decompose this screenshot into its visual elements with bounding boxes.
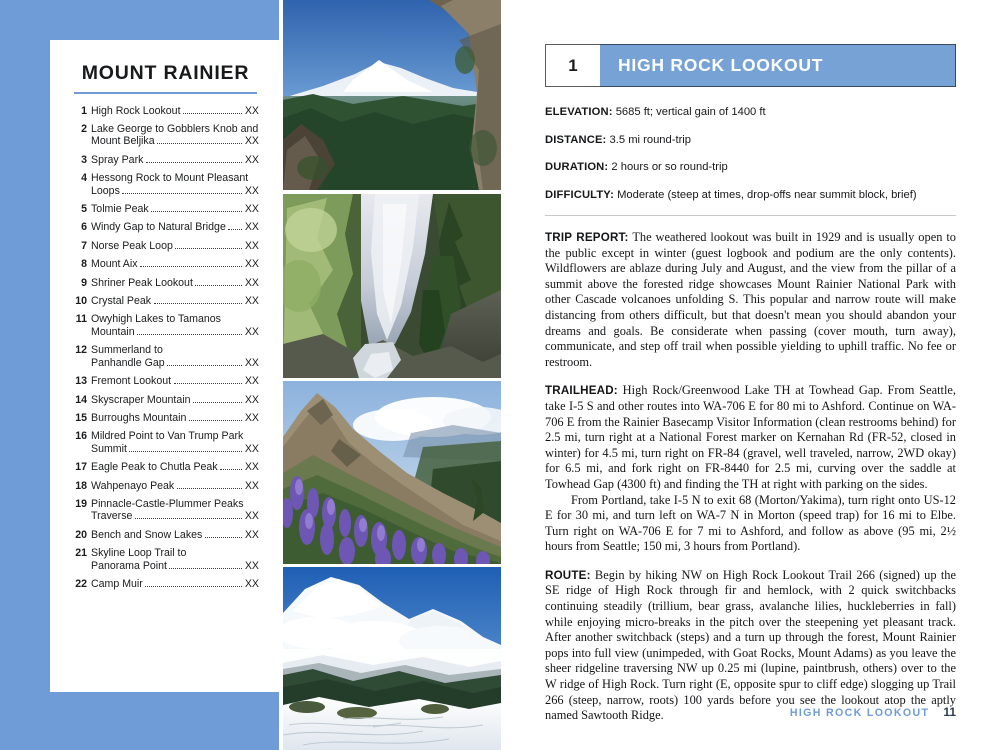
toc-entry[interactable] <box>72 203 259 215</box>
toc-entry-number: 5 <box>81 203 87 216</box>
hike-sections <box>545 230 956 724</box>
toc-entry-label: Lake George to Gobblers Knob and <box>91 123 259 135</box>
toc-leader-dots <box>228 229 242 230</box>
toc-leader-dots <box>175 248 242 249</box>
hike-fact <box>545 105 956 119</box>
toc-entry-number: 18 <box>75 479 87 492</box>
toc-entry[interactable] <box>72 240 259 252</box>
toc-entry-body <box>91 123 259 148</box>
toc-entry-number: 14 <box>75 393 87 406</box>
toc-entry-body <box>91 258 259 270</box>
toc-entry-page: XX <box>244 325 259 338</box>
toc-entry-number: 3 <box>81 153 87 166</box>
toc-entry-label: Skyscraper Mountain <box>91 393 191 406</box>
page-number: 11 <box>943 705 956 719</box>
photo-rainier-over-snowfield <box>283 567 501 750</box>
hike-fact <box>545 133 956 147</box>
toc-leader-dots <box>183 113 242 114</box>
hike-fact <box>545 160 956 174</box>
toc-entry-number: 10 <box>75 295 87 308</box>
toc-entry-label: Wahpenayo Peak <box>91 479 175 492</box>
toc-entry-label-cont: Panorama Point <box>91 559 167 572</box>
photo-spray-falls-waterfall <box>283 194 501 378</box>
hike-section <box>545 230 956 370</box>
right-page <box>501 0 1000 750</box>
toc-entry-label: Eagle Peak to Chutla Peak <box>91 461 218 474</box>
toc-entry-body <box>91 344 259 369</box>
toc-entry-label-cont: Mount Beljika <box>91 135 155 148</box>
toc-entry-number: 17 <box>75 461 87 474</box>
toc-entry-label: Tolmie Peak <box>91 203 149 216</box>
hike-fact-label: DURATION: <box>545 161 609 173</box>
toc-entry-body <box>91 394 259 406</box>
hike-facts <box>545 105 956 202</box>
toc-entry-page: XX <box>244 479 259 492</box>
toc-entry-page: XX <box>244 375 259 388</box>
hike-section-lead: TRIP REPORT: <box>545 231 629 244</box>
toc-entry[interactable] <box>72 258 259 270</box>
lupine-meadow-ridge-photo <box>283 381 501 564</box>
toc-entry-body <box>91 172 259 197</box>
toc-entry[interactable] <box>72 547 259 572</box>
toc-leader-dots <box>205 537 243 538</box>
toc-entry-page: XX <box>244 153 259 166</box>
photo-lupine-meadow-ridge <box>283 381 501 564</box>
toc-leader-dots <box>220 469 242 470</box>
toc-entry-label: Hessong Rock to Mount Pleasant <box>91 172 249 185</box>
toc-entry-body <box>91 498 259 523</box>
hike-section-lead: TRAILHEAD: <box>545 384 618 398</box>
hike-section-lead: ROUTE: <box>545 568 591 582</box>
photo-mount-rainier-from-rocky-ridge <box>283 0 501 190</box>
toc-leader-dots <box>135 518 242 519</box>
toc-entry-label-cont: Panhandle Gap <box>91 356 165 369</box>
toc-entry-body <box>91 277 259 289</box>
toc-entry-number: 4 <box>81 172 87 185</box>
toc-entry-body <box>91 461 259 473</box>
toc-entry-label-cont: Mountain <box>91 325 135 338</box>
toc-leader-dots <box>169 568 242 569</box>
toc-entry-number: 19 <box>75 497 87 510</box>
toc-entry-page: XX <box>244 221 259 234</box>
page-title: MOUNT RAINIER <box>81 62 250 84</box>
hike-number-badge: 1 <box>545 44 600 87</box>
toc-entry-body <box>91 105 259 117</box>
toc-entry-body <box>91 203 259 215</box>
toc-entry-body <box>91 313 259 338</box>
toc-entry-label: Camp Muir <box>91 577 143 590</box>
toc-leader-dots <box>167 365 242 366</box>
hike-fact-value: 2 hours or so round-trip <box>608 161 728 173</box>
toc-leader-dots <box>177 488 243 489</box>
toc-entry-body <box>91 295 259 307</box>
toc-entry-label: Norse Peak Loop <box>91 239 173 252</box>
toc-entry-page: XX <box>244 442 259 455</box>
toc-entry[interactable] <box>72 344 259 369</box>
toc-entry-number: 11 <box>75 313 87 326</box>
left-page <box>0 0 279 750</box>
toc-entry-number: 8 <box>81 258 87 271</box>
toc-entry-page: XX <box>244 356 259 369</box>
toc-entry[interactable] <box>72 498 259 523</box>
toc-entry-page: XX <box>244 411 259 424</box>
toc-entry-label: Pinnacle-Castle-Plummer Peaks <box>91 497 244 510</box>
toc-entry[interactable] <box>72 480 259 492</box>
toc-entry[interactable] <box>72 461 259 473</box>
hike-fact-value: 3.5 mi round-trip <box>606 133 691 146</box>
toc-entry-label: Summerland to <box>91 344 163 357</box>
toc-entry-body <box>91 547 259 572</box>
toc-entry-label: Crystal Peak <box>91 295 152 308</box>
toc-entry-number: 7 <box>81 239 87 252</box>
toc-entry[interactable] <box>72 154 259 166</box>
section-divider <box>545 215 956 216</box>
toc-entry-page: XX <box>244 393 259 406</box>
toc-entry-body <box>91 529 259 541</box>
toc-entry[interactable] <box>72 313 259 338</box>
toc-entry-label-cont: Traverse <box>91 510 133 523</box>
toc-entry-number: 2 <box>81 123 87 135</box>
toc-entry[interactable] <box>72 123 259 148</box>
toc-entry-body <box>91 154 259 166</box>
toc-entry[interactable] <box>72 277 259 289</box>
toc-entry-page: XX <box>244 577 259 590</box>
toc-entry[interactable] <box>72 375 259 387</box>
toc-entry-page: XX <box>244 276 259 289</box>
toc-entry-label: High Rock Lookout <box>91 104 181 117</box>
toc-leader-dots <box>151 211 242 212</box>
toc-leader-dots <box>146 162 242 163</box>
rainier-over-snowfield-photo <box>283 567 501 750</box>
toc-entry[interactable] <box>72 394 259 406</box>
toc-entry-number: 1 <box>81 104 87 117</box>
toc-entry-label-cont: Summit <box>91 442 127 455</box>
toc-leader-dots <box>145 586 242 587</box>
toc-entry[interactable] <box>72 105 259 117</box>
toc-entry-page: XX <box>244 135 259 148</box>
toc-entry-label: Shriner Peak Lookout <box>91 276 193 289</box>
photo-column <box>283 0 501 750</box>
toc-entry-number: 16 <box>75 430 87 443</box>
toc-entry-label: Spray Park <box>91 153 144 166</box>
toc-entry-page: XX <box>244 239 259 252</box>
toc-entry-body <box>91 240 259 252</box>
folio <box>545 705 956 719</box>
hike-section <box>545 568 956 724</box>
toc-entry[interactable] <box>72 295 259 307</box>
toc-leader-dots <box>174 383 243 384</box>
toc-entry-number: 22 <box>75 577 87 590</box>
toc-entry-label-cont: Loops <box>91 184 120 197</box>
toc-entry-body <box>91 375 259 387</box>
mount-rainier-from-rocky-ridge-photo <box>283 0 501 190</box>
toc-entry-page: XX <box>244 559 259 572</box>
toc-entry-number: 13 <box>75 375 87 388</box>
toc-entry[interactable] <box>72 529 259 541</box>
hike-title: HIGH ROCK LOOKOUT <box>600 44 956 87</box>
hike-fact-label: DIFFICULTY: <box>545 188 614 201</box>
toc-leader-dots <box>157 143 242 144</box>
title-divider <box>74 92 257 94</box>
toc-entry-label: Windy Gap to Natural Bridge <box>91 221 226 234</box>
hike-section-body: Begin by hiking NW on High Rock Lookout Trail 266 (signed) up the SE ridge of High Rock through fir and hemlock, with 2 quick switchbacks continuing steadily (trillium, bear grass, avalanche lilies, huckleberries in fall) while enjoying micro-breaks in the pitch over the steepening yet pleasant track. After another switchback (steps) and a turn up through the forest, Mount Rainier pops into full view (unimpeded, with Goat Rocks, Mount Adams) as you leave the sheer ridgeline traversing NW up 0.25 mi (lupine, paintbrush, others) over to the W ridge of High Rock. Turn right (E, opposite spur to cliff edge) slogging up Trail 266 (steep, narrow, roots) 100 yards before you see the lookout atop the aptly named Sawtooth Ridge. <box>545 567 956 723</box>
toc-leader-dots <box>137 334 242 335</box>
toc-leader-dots <box>195 285 242 286</box>
hike-fact-value: 5685 ft; vertical gain of 1400 ft <box>612 106 766 118</box>
toc-leader-dots <box>122 193 242 194</box>
toc-list <box>72 105 259 591</box>
hike-section-body: The weathered lookout was built in 1929 and is usually open to the public except in winter (guest logbook and podium are the only contents). Wildflowers are ablaze during July and August, and the view from the pillar of a summit above the forested ridge showcases Mount Rainier National Park with other Cascade volcanoes unfolding S. This popular and narrow route will make distancing from others difficult, but that doesn't mean you should abandon your dreams and goals. Be considerate when passing (cover mouth, turn away), communicate, and step off trail when possible yielding to uphill traffic. No fee or restroom. <box>545 230 956 369</box>
table-of-contents-card <box>50 40 279 692</box>
toc-entry[interactable] <box>72 578 259 590</box>
toc-entry-number: 20 <box>75 528 87 541</box>
toc-entry-body <box>91 578 259 590</box>
toc-entry-label: Mount Aix <box>91 258 138 271</box>
toc-entry[interactable] <box>72 412 259 424</box>
hike-section-paragraph: From Portland, take I-5 N to exit 68 (Morton/Yakima), turn right onto US-12 E for 30 mi, and turn left on WA-7 N in Morton (speed trap) for 16 mi to Elbe. Turn right on WA-706 E for 7 mi to Ashford, and follow as above (95 mi, 2½ hours from Seattle; 150 mi, 3 hours from Portland). <box>545 492 956 554</box>
toc-entry-page: XX <box>244 295 259 308</box>
toc-leader-dots <box>140 266 242 267</box>
toc-leader-dots <box>129 451 242 452</box>
toc-entry-number: 15 <box>75 411 87 424</box>
toc-entry-page: XX <box>244 510 259 523</box>
hike-fact <box>545 188 956 202</box>
toc-entry-label: Fremont Lookout <box>91 375 172 388</box>
toc-entry[interactable] <box>72 172 259 197</box>
spray-falls-waterfall-photo <box>283 194 501 378</box>
toc-entry-label: Mildred Point to Van Trump Park <box>91 430 244 443</box>
toc-entry[interactable] <box>72 221 259 233</box>
hike-fact-value: Moderate (steep at times, drop-offs near summit block, brief) <box>613 188 917 201</box>
toc-entry-page: XX <box>244 461 259 474</box>
toc-entry-body <box>91 221 259 233</box>
toc-entry-number: 6 <box>81 221 87 234</box>
toc-entry-body <box>91 480 259 492</box>
folio-title: HIGH ROCK LOOKOUT <box>789 707 930 719</box>
toc-entry-page: XX <box>244 184 259 197</box>
hike-fact-label: DISTANCE: <box>545 133 607 146</box>
hike-section <box>545 383 956 555</box>
toc-entry-page: XX <box>244 258 259 271</box>
toc-entry-label: Bench and Snow Lakes <box>91 528 203 541</box>
toc-leader-dots <box>154 303 243 304</box>
toc-entry-label: Skyline Loop Trail to <box>91 547 187 560</box>
toc-entry-number: 12 <box>75 344 87 357</box>
toc-entry-body <box>91 412 259 424</box>
toc-entry-number: 9 <box>81 276 87 289</box>
toc-leader-dots <box>189 420 242 421</box>
hike-header <box>545 44 956 87</box>
hike-section-body: High Rock/Greenwood Lake TH at Towhead Gap. From Seattle, take I-5 S and other routes into WA-706 E for 80 mi to Ashford. Continue on WA-706 E from the Rainier Basecamp Visitor Information (clean restrooms behind) for 2.5 mi, turn right at a National Forest marker on Kernahan Rd (FR-52, closed in winter) for 4.5 mi, turn right on FR-84 (gravel, well traveled, narrow, 2WD okay) for 6.5 mi, and fork right on FR-8440 for 2.5 mi, curving over the saddle at Towhead Gap (4300 ft) and finding the TH at right with parking on the sides. <box>545 383 956 491</box>
toc-entry-label: Burroughs Mountain <box>91 411 187 424</box>
toc-entry-page: XX <box>244 104 259 117</box>
toc-entry-page: XX <box>244 528 259 541</box>
toc-entry-number: 21 <box>75 547 87 560</box>
toc-entry-body <box>91 430 259 455</box>
toc-entry-label: Owyhigh Lakes to Tamanos <box>91 313 221 326</box>
hike-fact-label: ELEVATION: <box>545 106 613 118</box>
toc-leader-dots <box>193 402 242 403</box>
toc-entry[interactable] <box>72 430 259 455</box>
toc-entry-page: XX <box>244 203 259 216</box>
